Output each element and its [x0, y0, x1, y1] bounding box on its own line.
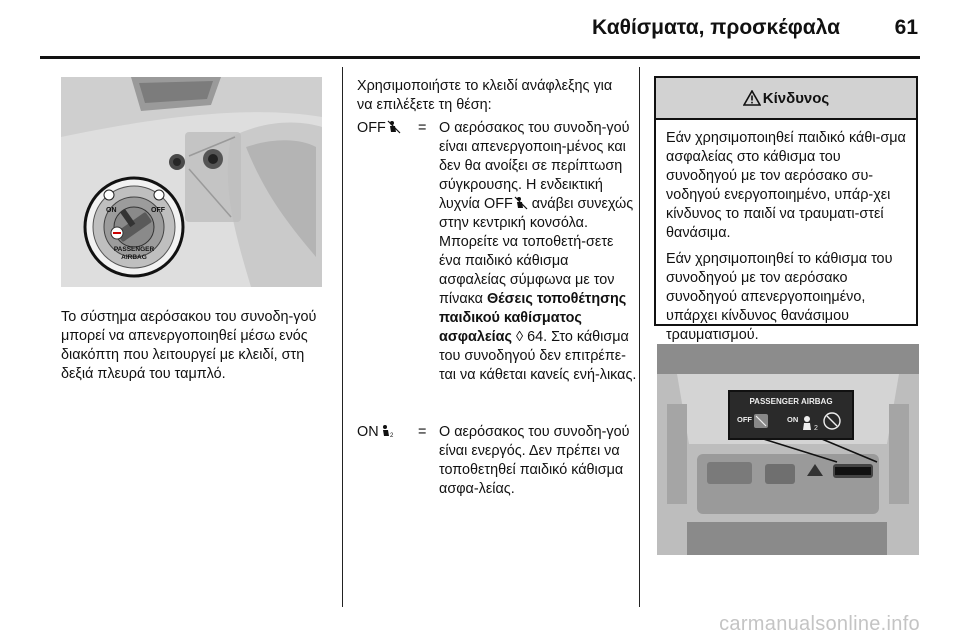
switch-off-label: OFF — [151, 207, 165, 214]
left-caption — [61, 308, 329, 384]
off-definition — [357, 119, 637, 419]
on-text: Ο αερόσακος του συνοδη-γού είναι ενεργός. Δεν πρέπει να τοποθετηθεί παιδικό κάθισμα ασφα-λείας. — [439, 424, 630, 497]
console-on-label: ON — [787, 415, 799, 424]
switch-airbag-label: AIRBAG — [121, 254, 147, 261]
console-passenger-airbag-label: PASSENGER AIRBAG — [749, 397, 833, 406]
page-ref-arrow-icon: ◊ — [516, 329, 524, 345]
column-divider-right — [639, 67, 640, 607]
off-text: Ο αερόσακος του συνοδη-γού είναι απενεργοποιη-μένος και δεν θα ανοίξει σε περίπτωση σύγκρουσης. Η ενδεικτική λυχνία OFF ανάβει συνεχώς στην κεντρική κονσόλα. Μπορείτε να τοποθετή-σετε ένα παιδικό κάθισμα ασφαλείας σύμφωνα με τον πίνακα Θέσεις τοποθέτησης παιδικού καθίσματος ασφαλείας ◊ 64. Στο κάθισμα του συνοδηγού δεν επιτρέπε-ται να κάθεται κανείς ενή-λικας. — [439, 120, 637, 383]
passenger-airbag-icon — [380, 424, 394, 438]
warning-paragraph-1: Εάν χρησιμοποιηθεί παιδικό κάθι-σμα ασφαλείας στο κάθισμα του συνοδηγού με τον αερόσακο συ-νοδηγού ενεργοποιημένο, υπάρ-χει κίνδυνος το παιδί να τραυματι-στεί θανάσιμα. — [666, 130, 906, 241]
warning-paragraph-2: Εάν χρησιμοποιηθεί το κάθισμα του συνοδηγού με τον αερόσακο συνοδηγού απενεργοποιημένο, υπάρχει κίνδυνος θανάσιμου τραυματισμού. — [666, 251, 893, 343]
child-seat-airbag-icon-inline — [514, 196, 528, 210]
middle-intro — [357, 77, 627, 115]
warning-body — [656, 120, 916, 345]
child-seat-airbag-icon — [387, 120, 401, 134]
child-seat-table-link[interactable]: Θέσεις τοποθέτησης παιδικού καθίσματος ασφαλείας — [439, 291, 627, 345]
on-term: ON 2 — [357, 424, 393, 440]
header-rule — [40, 56, 920, 59]
page-header-title: Καθίσματα, προσκέφαλα — [592, 16, 840, 39]
switch-on-label: ON — [106, 207, 117, 214]
console-airbag-indicator-image — [657, 344, 919, 555]
console-off-label: OFF — [737, 415, 752, 424]
on-equals: = — [418, 424, 427, 440]
intro-text: Χρησιμοποιήστε το κλειδί ανάφλεξης για να επιλέξετε τη θέση: — [357, 78, 613, 113]
warning-triangle-icon — [743, 90, 761, 106]
warning-title: Κίνδυνος — [762, 89, 830, 107]
airbag-key-switch-image — [61, 77, 322, 287]
column-divider-left — [342, 67, 343, 607]
watermark: carmanualsonline.info — [719, 613, 920, 635]
console-badge: 2 — [814, 425, 818, 432]
danger-warning-box — [654, 76, 918, 343]
off-equals: = — [418, 120, 427, 136]
off-term: OFF — [357, 119, 401, 138]
on-definition — [357, 423, 637, 523]
svg-text:2: 2 — [389, 433, 393, 438]
caption-text: Το σύστημα αερόσακου του συνοδη-γού μπορεί να απενεργοποιηθεί μέσω ενός διακόπτη που λειτουργεί με κλειδί, στη δεξιά πλευρά του ταμπλό. — [61, 309, 317, 382]
page-number: 61 — [894, 16, 918, 39]
warning-header — [656, 78, 916, 120]
switch-passenger-label: PASSENGER — [113, 246, 155, 253]
